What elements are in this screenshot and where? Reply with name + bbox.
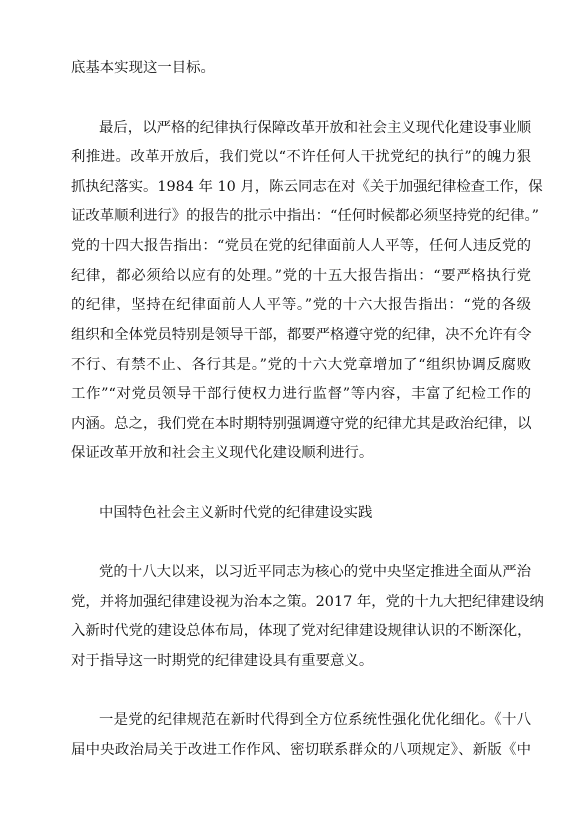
- paragraph-line: 不行、有禁不止、各行其是。”党的十六大党章增加了“组织协调反腐败: [71, 357, 531, 373]
- paragraph-line: 党，并将加强纪律建设视为治本之策。2017 年，党的十九大把纪律建设纳: [71, 594, 544, 610]
- paragraph-line: 证改革顺利进行》的报告的批示中指出：“任何时候都必须坚持党的纪律。”: [71, 208, 540, 224]
- paragraph-line: 工作”“对党员领导干部行使权力进行监督”等内容，丰富了纪检工作的: [71, 386, 531, 402]
- paragraph-line: 保证改革开放和社会主义现代化建设顺利进行。: [71, 445, 374, 461]
- paragraph-line: 内涵。总之，我们党在本时期特别强调遵守党的纪律尤其是政治纪律，以: [71, 416, 532, 432]
- paragraph-line: 利推进。改革开放后，我们党以“不许任何人干扰党纪的执行”的魄力狠: [71, 149, 531, 165]
- paragraph-line: 一是党的纪律规范在新时代得到全方位系统性强化优化细化。《十八: [99, 712, 531, 728]
- paragraph-line: 组织和全体党员特别是领导干部，都要严格遵守党的纪律，决不允许有令: [71, 327, 532, 343]
- paragraph-line: 的纪律，坚持在纪律面前人人平等。”党的十六大报告指出：“党的各级: [71, 297, 531, 313]
- text-line: 底基本实现这一目标。: [71, 60, 215, 76]
- paragraph-line: 对于指导这一时期党的纪律建设具有重要意义。: [71, 653, 374, 669]
- paragraph-line: 党的十四大报告指出：“党员在党的纪律面前人人平等，任何人违反党的: [71, 238, 531, 254]
- paragraph-line: 纪律，都必须给以应有的处理。”党的十五大报告指出：“要严格执行党: [71, 268, 531, 284]
- paragraph-line: 届中央政治局关于改进工作作风、密切联系群众的八项规定》、新版《中: [71, 742, 531, 758]
- paragraph-line: 党的十八大以来，以习近平同志为核心的党中央坚定推进全面从严治: [99, 564, 531, 580]
- section-heading: 中国特色社会主义新时代党的纪律建设实践: [99, 505, 373, 521]
- paragraph-line: 入新时代党的建设总体布局，体现了党对纪律建设规律认识的不断深化，: [71, 623, 532, 639]
- paragraph-line: 抓执纪落实。1984 年 10 月，陈云同志在对《关于加强纪律检查工作，保: [71, 179, 543, 195]
- paragraph-line: 最后，以严格的纪律执行保障改革开放和社会主义现代化建设事业顺: [99, 120, 531, 136]
